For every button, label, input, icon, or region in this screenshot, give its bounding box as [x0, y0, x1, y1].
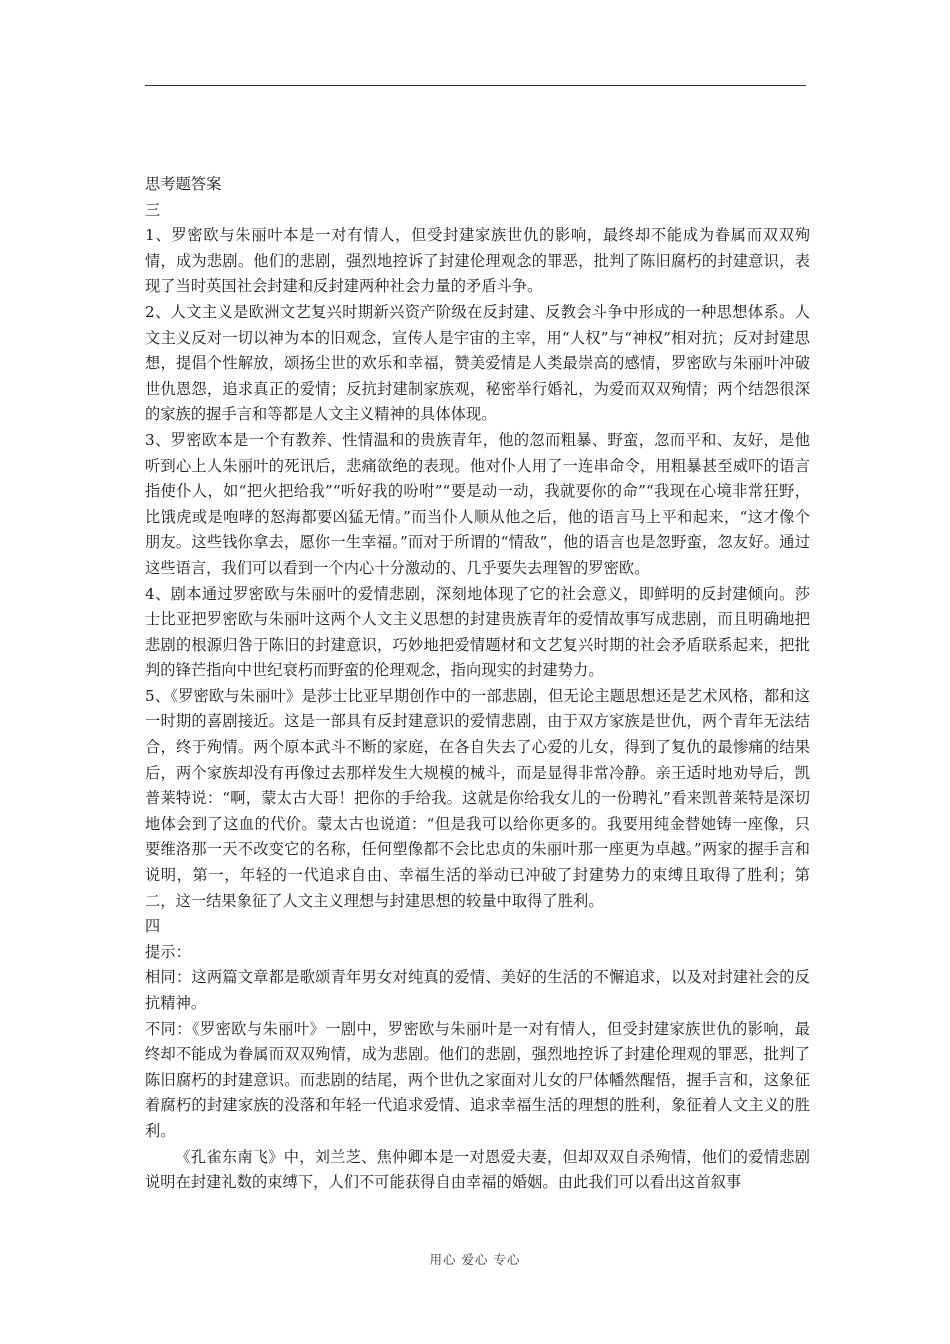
paragraph: 4、剧本通过罗密欧与朱丽叶的爱情悲剧，深刻地体现了它的社会意义，即鲜明的反封建倾向。莎士比亚把罗密欧与朱丽叶这两个人文主义思想的封建贵族青年的爱情故事写成悲剧，而且明确地把悲剧的根源归咎于陈旧的封建意识，巧妙地把爱情题材和文艺复兴时期的社会矛盾联系起来，把批判的锋芒指向中世纪衰朽而野蛮的伦理观念，指向现实的封建势力。	[145, 584, 810, 680]
paragraph: 不同：《罗密欧与朱丽叶》一剧中，罗密欧与朱丽叶是一对有情人，但受封建家族世仇的影响，最终却不能成为眷属而双双殉情，成为悲剧。他们的悲剧，强烈地控诉了封建伦理观的罪恶，批判了陈旧腐朽的封建意识。而悲剧的结尾，两个世仇之家面对儿女的尸体幡然醒悟，握手言和，这象征着腐朽的封建家族的没落和年轻一代追求爱情、追求幸福生活的理想的胜利，象征着人文主义的胜利。	[145, 1019, 810, 1140]
document-body	[145, 172, 810, 1196]
paragraph: 相同：这两篇文章都是歌颂青年男女对纯真的爱情、美好的生活的不懈追求，以及对封建社会的反抗精神。	[145, 968, 810, 1012]
paragraph: 四	[145, 917, 161, 936]
paragraph: 3、罗密欧本是一个有教养、性情温和的贵族青年，他的忽而粗暴、野蛮，忽而平和、友好，是他听到心上人朱丽叶的死讯后，悲痛欲绝的表现。他对仆人用了一连串命令，用粗暴甚至威吓的语言指使仆人，如“把火把给我”“听好我的吩咐”“要是动一动，我就要你的命”“我现在心境非常狂野，比饿虎或是咆哮的怒海都要凶猛无情。”而当仆人顺从他之后，他的语言马上平和起来，“这才像个朋友。这些钱你拿去，愿你一生幸福。”而对于所谓的“情敌”，他的语言也是忽野蛮，忽友好。通过这些语言，我们可以看到一个内心十分激动的、几乎要失去理智的罗密欧。	[145, 430, 810, 577]
paragraph: 2、人文主义是欧洲文艺复兴时期新兴资产阶级在反封建、反教会斗争中形成的一种思想体系。人文主义反对一切以神为本的旧观念，宣传人是宇宙的主宰，用“人权”与“神权”相对抗；反对封建思想，提倡个性解放，颂扬尘世的欢乐和幸福，赞美爱情是人类最崇高的感情，罗密欧与朱丽叶冲破世仇恩怨，追求真正的爱情；反抗封建制家族观，秘密举行婚礼，为爱而双双殉情；两个结怨很深的家族的握手言和等都是人文主义精神的具体体现。	[145, 302, 810, 424]
paragraph: 《孔雀东南飞》中，刘兰芝、焦仲卿本是一对恩爱夫妻，但却双双自杀殉情，他们的爱情悲剧说明在封建礼数的束缚下，人们不可能获得自由幸福的婚姻。由此我们可以看出这首叙事	[145, 1147, 810, 1192]
header-rule	[145, 85, 806, 86]
section-heading: 思考题答案	[145, 175, 222, 193]
paragraph: 提示：	[145, 942, 191, 961]
paragraph: 5、《罗密欧与朱丽叶》是莎士比亚早期创作中的一部悲剧，但无论主题思想还是艺术风格，都和这一时期的喜剧接近。这是一部具有反封建意识的爱情悲剧，由于双方家族是世仇，两个青年无法结合，终于殉情。两个原本武斗不断的家庭，在各自失去了心爱的儿女，得到了复仇的最惨痛的结果后，两个家族却没有再像过去那样发生大规模的械斗，而是显得非常冷静。亲王适时地劝导后，凯普莱特说：“啊，蒙太古大哥！把你的手给我。这就是你给我女儿的一份聘礼”看来凯普莱特是深切地体会到了这血的代价。蒙太古也说道：“但是我可以给你更多的。我要用纯金替她铸一座像，只要维洛那一天不改变它的名称，任何塑像都不会比忠贞的朱丽叶那一座更为卓越。”两家的握手言和说明，第一，年轻的一代追求自由、幸福生活的举动已冲破了封建势力的束缚且取得了胜利；第二，这一结果象征了人文主义理想与封建思想的较量中取得了胜利。	[145, 686, 810, 910]
paragraph: 1、罗密欧与朱丽叶本是一对有情人，但受封建家族世仇的影响，最终却不能成为眷属而双双殉情，成为悲剧。他们的悲剧，强烈地控诉了封建伦理观念的罪恶，批判了陈旧腐朽的封建意识，表现了当时英国社会封建和反封建两种社会力量的矛盾斗争。	[145, 226, 810, 296]
paragraph: 三	[145, 200, 161, 219]
page-footer: 用心 爱心 专心	[429, 1252, 521, 1267]
